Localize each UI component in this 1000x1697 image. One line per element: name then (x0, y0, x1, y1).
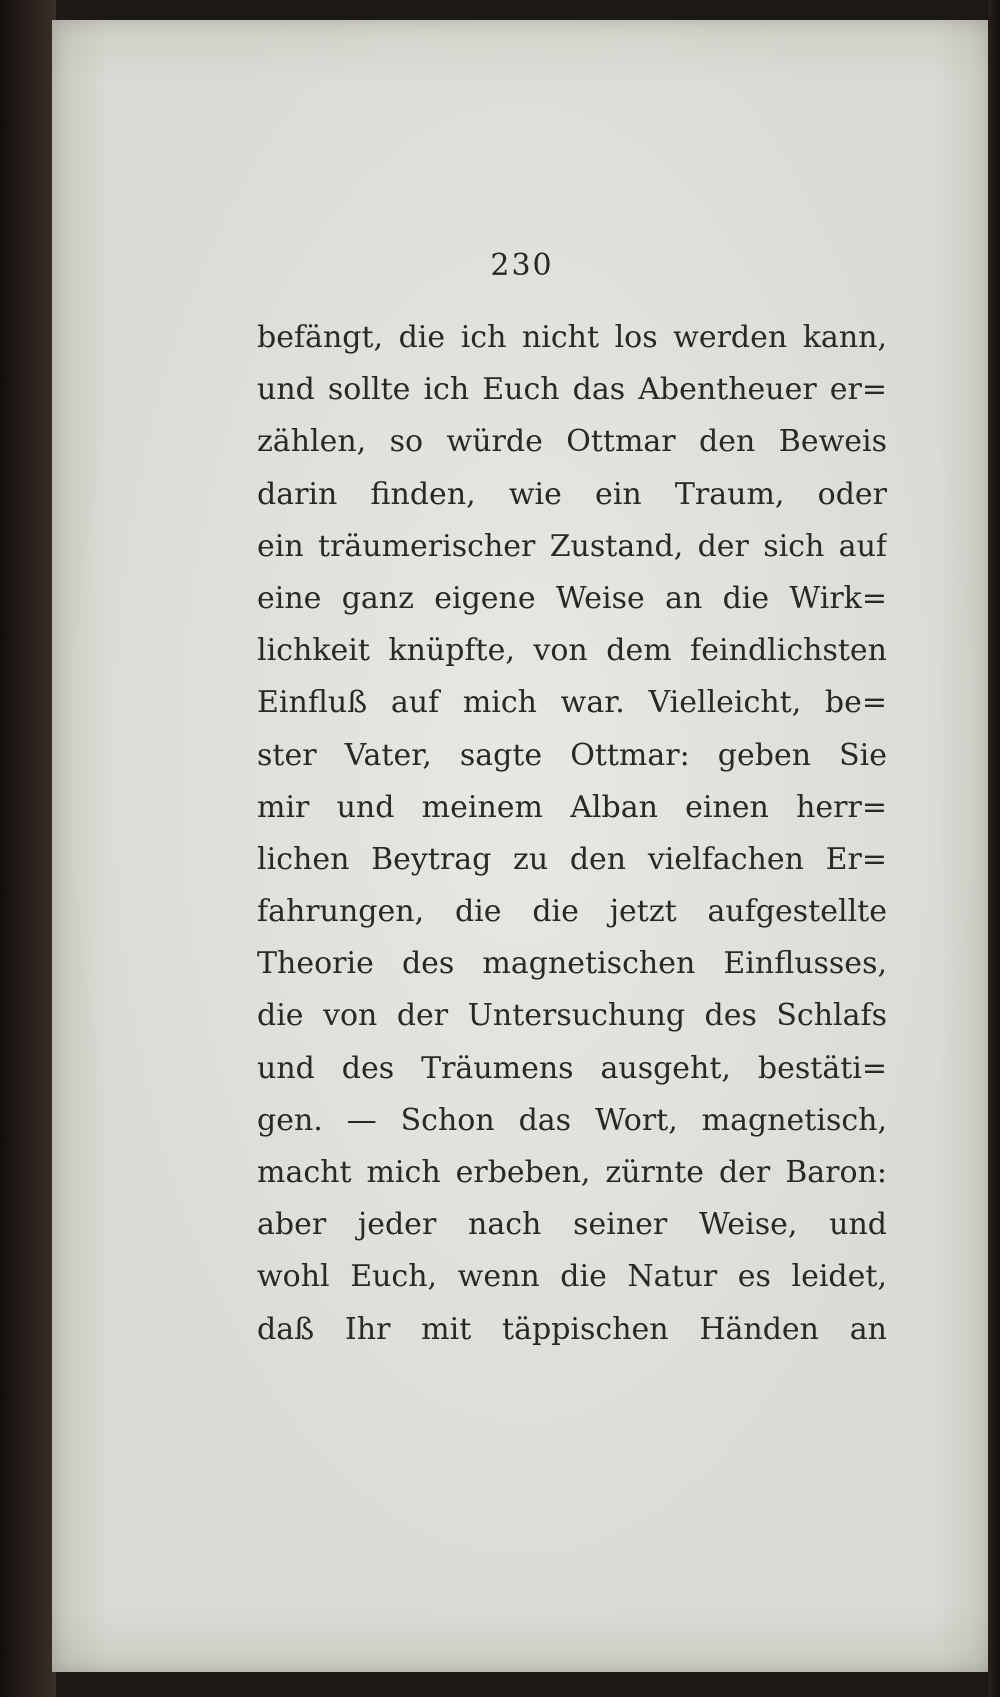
page-right-shadow (988, 0, 1000, 1697)
text-line: gen. — Schon das Wort, magnetisch, (257, 1102, 887, 1138)
text-line: die von der Untersuchung des Schlafs (257, 998, 887, 1034)
text-line: lichkeit knüpfte, von dem feindlichsten (257, 633, 887, 669)
text-line: ster Vater, sagte Ottmar: geben Sie (257, 737, 887, 773)
book-spine-edge (0, 0, 56, 1697)
text-line: zählen, so würde Ottmar den Beweis (257, 424, 887, 460)
text-line: lichen Beytrag zu den vielfachen Er= (257, 841, 887, 877)
text-line: ein träumerischer Zustand, der sich auf (257, 528, 887, 564)
page-number: 230 (490, 248, 554, 283)
text-line: befängt, die ich nicht los werden kann, (257, 320, 887, 355)
page-sheet (52, 20, 992, 1672)
text-line: und des Träumens ausgeht, bestäti= (257, 1050, 887, 1086)
text-line: und sollte ich Euch das Abentheuer er= (257, 372, 887, 408)
text-line: Theorie des magnetischen Einflusses, (257, 946, 887, 982)
text-line: wohl Euch, wenn die Natur es leidet, (257, 1259, 887, 1295)
text-line: mir und meinem Alban einen herr= (257, 789, 887, 825)
text-line: Einfluß auf mich war. Vielleicht, be= (257, 685, 887, 721)
body-text (257, 312, 887, 1356)
text-line: fahrungen, die die jetzt aufgestellte (257, 894, 887, 930)
text-line: macht mich erbeben, zürnte der Baron: (257, 1155, 887, 1190)
text-line: daß Ihr mit täppischen Händen an (257, 1311, 887, 1347)
text-line: eine ganz eigene Weise an die Wirk= (257, 580, 887, 616)
text-line: darin finden, wie ein Traum, oder (257, 476, 887, 512)
text-line: aber jeder nach seiner Weise, und (257, 1207, 887, 1243)
